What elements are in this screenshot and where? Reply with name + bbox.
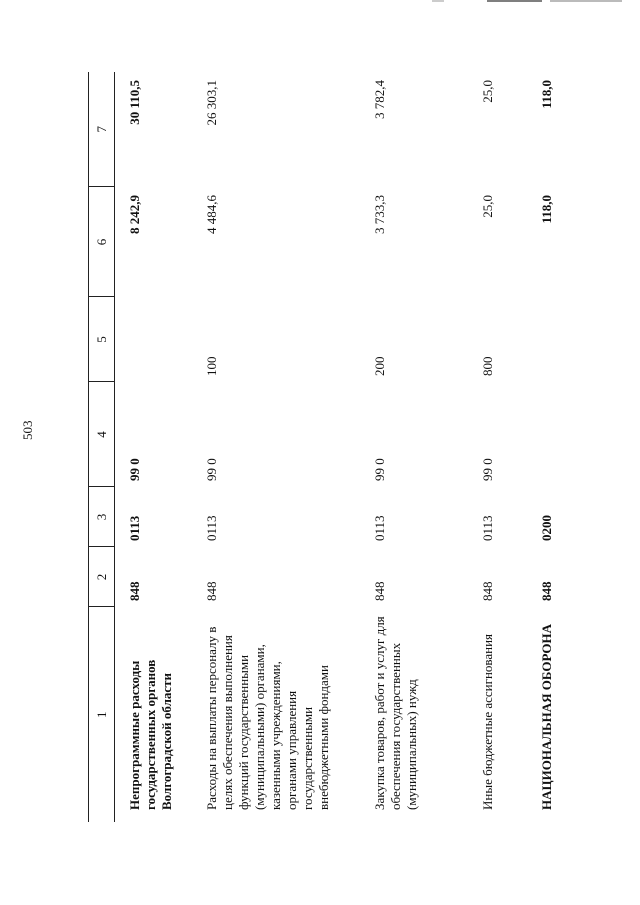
- amount-col6: 25,0: [480, 195, 496, 218]
- amount-col6: 3 733,3: [371, 195, 387, 234]
- section-code: 0200: [539, 515, 555, 541]
- rotated-page: [88, 72, 583, 822]
- amount-col6: 4 484,6: [203, 195, 219, 234]
- column-header: 7: [89, 72, 115, 187]
- section-code: 0113: [127, 515, 142, 541]
- target-code: 99 0: [127, 458, 142, 481]
- amount-col7: 25,0: [480, 80, 496, 103]
- section-code: 0113: [480, 515, 496, 541]
- column-header: 4: [89, 382, 115, 487]
- ministry-code: 848: [203, 581, 219, 601]
- header-row: [89, 72, 115, 822]
- table-row: [527, 72, 583, 822]
- ministry-code: 848: [127, 581, 142, 601]
- row-name: Иные бюджетные ассигнования: [480, 633, 496, 810]
- column-header: 5: [89, 297, 115, 382]
- expense-type-code: [115, 297, 192, 382]
- row-name: Непрограммные расходы государственных органов Волгоградской области: [127, 659, 174, 810]
- expense-type-code: 800: [480, 356, 496, 376]
- table-row: [360, 72, 469, 822]
- page-number: 503: [20, 420, 35, 440]
- row-name: Закупка товаров, работ и услуг для обеспечения государственных (муниципальных) нужд: [371, 616, 419, 810]
- target-code: [527, 382, 583, 487]
- expense-type-code: [527, 297, 583, 382]
- section-code: 0113: [203, 515, 219, 541]
- amount-col7: 26 303,1: [203, 80, 219, 126]
- expense-type-code: 200: [371, 356, 387, 376]
- table-row: [192, 72, 360, 822]
- column-header: 2: [89, 547, 115, 607]
- amount-col7: 30 110,5: [127, 80, 142, 125]
- table-row: [115, 72, 192, 822]
- column-header: 6: [89, 187, 115, 297]
- amount-col7: 118,0: [539, 80, 555, 109]
- row-name: Расходы на выплаты персоналу в целях обеспечения выполнения функций государственными (муниципальными) органами, казенными учреждениями, органами управления государственными внебюджетными фондами: [203, 626, 331, 810]
- row-name: НАЦИОНАЛЬНАЯ ОБОРОНА: [539, 624, 555, 810]
- amount-col7: 3 782,4: [371, 80, 387, 119]
- amount-col6: 8 242,9: [127, 195, 142, 234]
- ministry-code: 848: [480, 581, 496, 601]
- ministry-code: 848: [539, 581, 555, 601]
- ministry-code: 848: [371, 581, 387, 601]
- target-code: 99 0: [371, 458, 387, 481]
- column-header: 1: [89, 607, 115, 822]
- amount-col6: 118,0: [539, 195, 555, 224]
- target-code: 99 0: [480, 458, 496, 481]
- expense-type-code: 100: [203, 356, 219, 376]
- budget-table: [88, 72, 583, 822]
- target-code: 99 0: [203, 458, 219, 481]
- column-header: 3: [89, 487, 115, 547]
- table-row: [468, 72, 527, 822]
- scan-edge-marks: [432, 0, 622, 3]
- section-code: 0113: [371, 515, 387, 541]
